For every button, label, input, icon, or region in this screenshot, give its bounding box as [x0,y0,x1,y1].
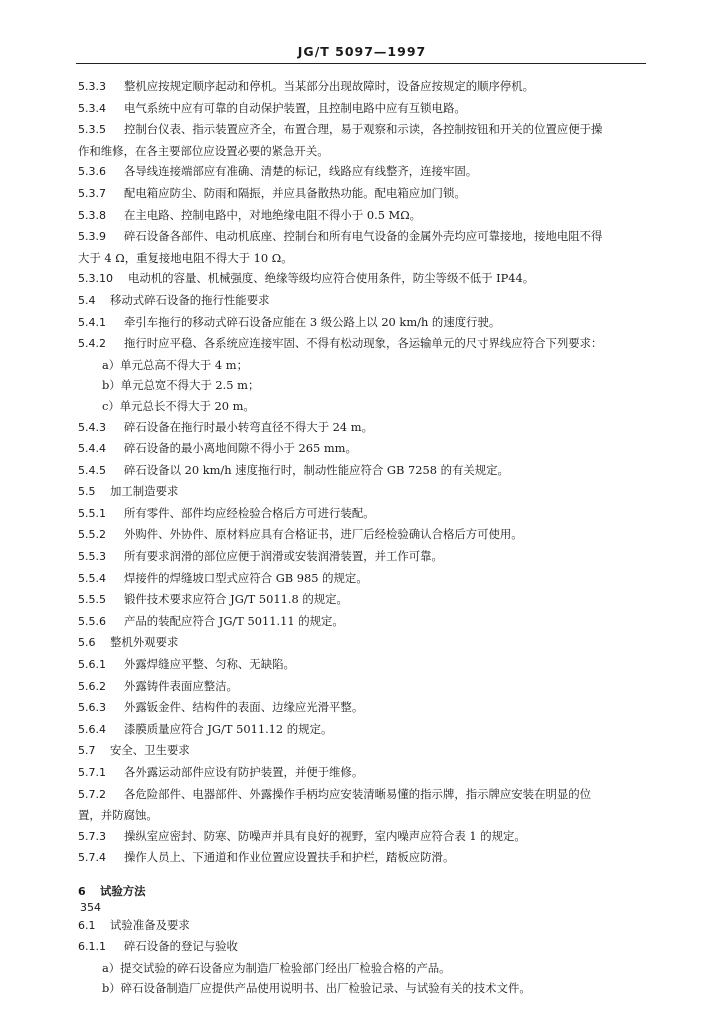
clause-line [78,481,650,503]
clause-text: 拖行时应平稳、各系统应连接牢固、不得有松动现象，各运输单元的尺寸界线应符合下列要求： [124,336,603,351]
clause-number: 5.7.4 [78,851,106,865]
clause-text: 锻件技术要求应符合 JG/T 5011.8 的规定。 [124,592,348,607]
continuation-line [78,805,650,826]
clause-text: 在主电路、控制电路中，对地绝缘电阻不得小于 0.5 MΩ。 [124,207,422,222]
clause-number: 5.7.3 [78,829,106,843]
clause-number: 5.5.2 [78,528,106,542]
clause-number: 5.3.7 [78,186,106,200]
clause-text: 所有要求润滑的部位应便于润滑或安装润滑装置，并工作可靠。 [124,549,443,564]
clause-line [78,915,650,937]
clause-line [78,268,650,290]
clause-text: 碎石设备各部件、电动机底座、控制台和所有电气设备的金属外壳均应可靠接地，接地电阻不得 [124,229,603,244]
clause-text: 外露钣金件、结构件的表面、边缘应光滑平整。 [124,700,364,715]
clause-number: 5.3.5 [78,123,106,137]
clause-line [78,654,650,676]
clause-text: 作和维修，在各主要部位应设置必要的紧急开关。 [78,143,329,158]
clause-text: 整机应按规定顺序起动和停机。当某部分出现故障时，设备应按规定的顺序停机。 [124,79,535,93]
page-number: 354 [80,901,101,914]
clause-text: a）单元总高不得大于 4 m； [102,357,248,372]
clause-line [78,290,650,312]
clause-line [78,333,650,355]
clause-line [78,119,650,141]
section-gap [78,903,650,915]
clause-line [78,762,650,784]
clause-number: 5.3.6 [78,165,106,179]
clause-number: 5.7.2 [78,787,106,801]
clause-line [78,460,650,482]
clause-text: c）单元总长不得大于 20 m。 [102,398,255,413]
clause-line [78,826,650,848]
clause-line [78,524,650,546]
clause-text: b）碎石设备制造厂应提供产品使用说明书、出厂检验记录、与试验有关的技术文件。 [102,981,531,996]
clause-line [78,417,650,439]
clause-text: 试验方法 [100,883,146,898]
clause-number: 5.3.10 [78,272,113,286]
clause-line [78,719,650,741]
clause-number: 5.7 [78,744,96,758]
clause-number: 5.5.4 [78,571,106,585]
clause-text: 碎石设备的最小离地间隙不得小于 265 mm。 [124,441,357,456]
clause-number: 5.3.8 [78,208,106,222]
clause-number: 5.4.4 [78,442,106,456]
clause-number: 5.6.2 [78,679,106,693]
clause-text: 各外露运动部件应设有防护装置，并便于维修。 [124,765,364,779]
clause-number: 6.1 [78,918,96,932]
clause-number: 6.1.1 [78,940,106,954]
clause-text: 所有零件、部件均应经检验合格后方可进行装配。 [124,505,375,520]
clause-text: 电动机的容量、机械强度、绝缘等级均应符合使用条件，防尘等级不低于 IP44。 [128,271,535,286]
clause-line [78,205,650,227]
clause-text: 安全、卫生要求 [110,743,190,758]
clause-line [78,676,650,698]
clause-number: 5.4.5 [78,463,106,477]
continuation-line [78,248,650,269]
clause-text: 配电箱应防尘、防雨和隔振，并应具备散热功能。配电箱应加门锁。 [124,185,466,200]
clause-text: 操作人员上、下通道和作业位置应设置扶手和护栏，踏板应防滑。 [124,850,455,865]
clause-text: 置，并防腐蚀。 [78,808,158,823]
section-gap [78,869,650,881]
clause-text: 移动式碎石设备的拖行性能要求 [110,292,270,307]
clause-number: 5.4.1 [78,315,106,329]
clause-text: b）单元总宽不得大于 2.5 m； [102,378,260,393]
clause-text: 大于 4 Ω，重复接地电阻不得大于 10 Ω。 [78,250,293,265]
clause-text: 外购件、外协件、原材料应具有合格证书，进厂后经检验确认合格后方可使用。 [124,527,523,542]
clause-line [78,438,650,460]
clause-number: 5.3.9 [78,230,106,244]
clause-number: 5.5.5 [78,593,106,607]
clause-text: 焊接件的焊缝坡口型式应符合 GB 985 的规定。 [124,570,368,585]
clause-line [78,784,650,806]
clause-text: a）提交试验的碎石设备应为制造厂检验部门经出厂检验合格的产品。 [102,960,451,975]
page-body [78,76,650,999]
clause-line [78,847,650,869]
clause-line [78,183,650,205]
clause-number: 5.3.3 [78,80,106,93]
clause-line [78,76,650,98]
clause-line [78,881,650,903]
clause-text: 控制台仪表、指示装置应齐全，布置合理，易于观察和示读，各控制按钮和开关的位置应便于操 [124,122,603,137]
clause-text: 碎石设备以 20 km/h 速度拖行时，制动性能应符合 GB 7258 的有关规定。 [124,462,509,477]
clause-text: 牵引车拖行的移动式碎石设备应能在 3 级公路上以 20 km/h 的速度行驶。 [124,314,501,329]
clause-line [78,226,650,248]
clause-text: 外露铸件表面应整洁。 [124,678,238,693]
clause-number: 5.5.1 [78,506,106,520]
clause-text: 各导线连接端部应有准确、清楚的标记，线路应有线整齐，连接牢固。 [124,164,478,179]
clause-text: 外露焊缝应平整、匀称、无缺陷。 [124,657,295,672]
clause-number: 5.4.3 [78,420,106,434]
list-item [78,978,650,999]
clause-line [78,161,650,183]
clause-text: 操纵室应密封、防寒、防噪声并具有良好的视野，室内噪声应符合表 1 的规定。 [124,828,526,843]
clause-number: 5.6.3 [78,701,106,715]
clause-line [78,936,650,958]
clause-number: 6 [78,884,86,898]
clause-text: 各危险部件、电器部件、外露操作手柄均应安装清晰易懂的指示牌，指示牌应安装在明显的位 [124,786,592,801]
clause-number: 5.5 [78,485,96,499]
clause-line [78,632,650,654]
document-code-header: JG/T 5097—1997 [297,44,427,59]
clause-text: 产品的装配应符合 JG/T 5011.11 的规定。 [124,613,344,628]
clause-number: 5.6 [78,636,96,650]
clause-line [78,503,650,525]
clause-text: 试验准备及要求 [110,917,190,932]
clause-text: 碎石设备在拖行时最小转弯直径不得大于 24 m。 [124,419,373,434]
list-item [78,375,650,396]
clause-text: 电气系统中应有可靠的自动保护装置，且控制电路中应有互锁电路。 [124,100,466,115]
clause-number: 5.4 [78,293,96,307]
clause-number: 5.7.1 [78,766,106,779]
list-item [78,355,650,376]
clause-text: 碎石设备的登记与验收 [124,939,238,954]
clause-number: 5.6.4 [78,722,106,736]
clause-line [78,697,650,719]
clause-text: 加工制造要求 [110,484,179,499]
list-item [78,396,650,417]
clause-number: 5.3.4 [78,101,106,115]
clause-number: 5.5.6 [78,614,106,628]
clause-number: 5.6.1 [78,658,106,672]
clause-line [78,589,650,611]
clause-line [78,312,650,334]
list-item [78,958,650,979]
clause-text: 整机外观要求 [110,635,179,650]
clause-text: 漆膜质量应符合 JG/T 5011.12 的规定。 [124,721,333,736]
clause-line [78,611,650,633]
clause-number: 5.4.2 [78,337,106,351]
clause-number: 5.5.3 [78,550,106,564]
clause-line [78,546,650,568]
clause-line [78,98,650,120]
header-rule [76,63,646,64]
continuation-line [78,141,650,162]
clause-line [78,568,650,590]
clause-line [78,740,650,762]
